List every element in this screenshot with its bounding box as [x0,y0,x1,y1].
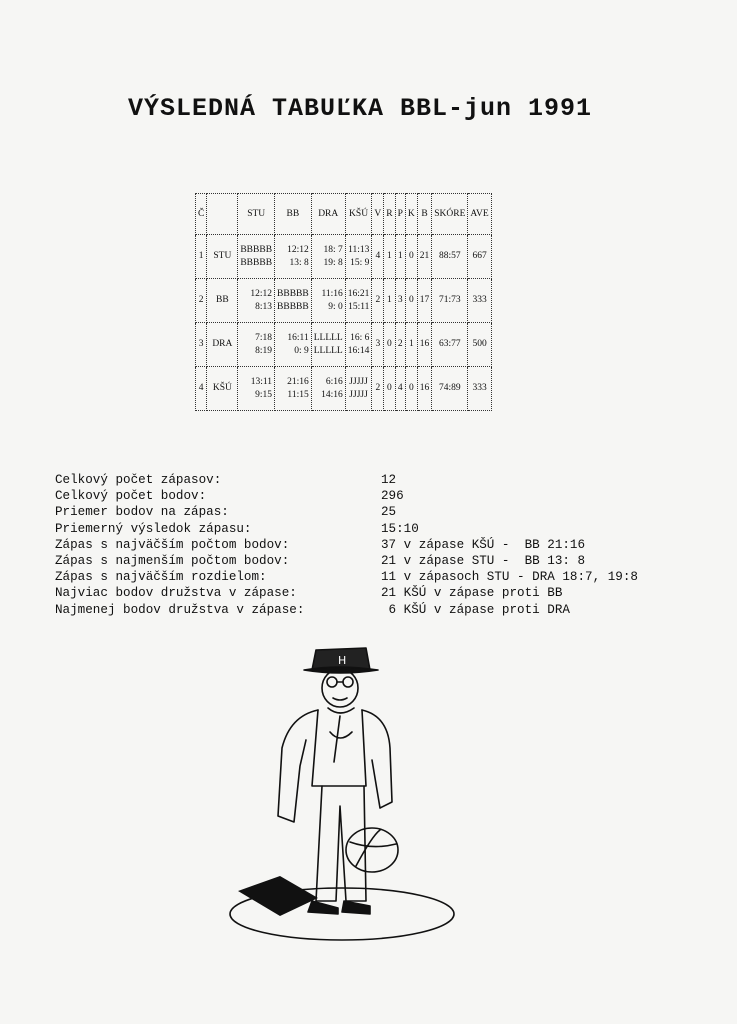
stat-label: Najmenej bodov družstva v zápase: [55,602,305,617]
result-line: 8:19 [255,345,273,356]
stat-label: Zápas s najväčším počtom bodov: [55,537,290,552]
stat-row [55,472,638,488]
team-cell: DRA [207,323,238,367]
result-cell-bb [275,367,312,411]
draws-cell: 1 [384,279,395,323]
result-line: 6:16 [325,376,343,387]
stat-row [55,488,638,504]
header-p: P [395,194,405,235]
results-table [195,193,492,411]
legs [316,786,366,901]
cap-letter: H [338,654,347,667]
result-cell-ksu [345,279,372,323]
points-cell: 16 [417,367,432,411]
team-cell: KŠÚ [207,367,238,411]
stat-value: 296 [381,489,404,504]
rank-cell: 1 [196,235,207,279]
result-line: BBBBB [240,257,273,268]
header-r: R [384,194,395,235]
stat-value: 12 [381,473,397,487]
stat-row [55,521,638,537]
losses-cell: 4 [395,367,405,411]
result-cell-stu [238,367,275,411]
result-line: 16:14 [347,345,370,356]
team-cell: STU [207,235,238,279]
result-line: BBBBB [277,288,309,299]
stat-row [55,553,638,569]
basketball-icon [346,828,398,872]
result-line: 9: 0 [328,301,343,312]
result-cell-bb [275,323,312,367]
page-title: VÝSLEDNÁ TABUĽKA BBL-jun 1991 [127,94,593,123]
result-line: 16:21 [347,288,370,299]
stat-value: 11 v zápasoch STU - DRA 18:7, 19:8 [381,570,638,585]
result-cell-dra [311,279,345,323]
stat-row [55,537,638,553]
stat-value: 6 KŠÚ v zápase proti DRA [381,602,570,617]
draws-cell: 0 [384,367,395,411]
result-cell-dra [311,235,345,279]
result-cell-stu [238,235,275,279]
rank-cell: 3 [196,323,207,367]
stat-label: Najviac bodov družstva v zápase: [55,586,297,601]
header-bb: BB [275,194,312,235]
header-dra: DRA [311,194,345,235]
header-rank: Č [196,194,207,235]
result-line: 14:16 [321,389,343,400]
result-cell-ksu [345,367,372,411]
stat-label: Celkový počet zápasov: [55,473,222,487]
header-ave: AVE [468,194,491,235]
table-row [196,323,492,367]
result-cell-bb [275,279,312,323]
stat-label: Celkový počet bodov: [55,489,207,504]
result-line: BBBBB [240,244,273,255]
result-line: 16: 6 [350,332,370,343]
header-v: V [372,194,384,235]
wins-cell: 2 [372,279,384,323]
result-line: 13: 8 [289,257,309,268]
result-line: 12:12 [287,244,309,255]
ave-cell: 667 [468,235,491,279]
result-cell-ksu [345,323,372,367]
result-line: 12:12 [250,288,273,299]
ave-cell: 333 [468,367,491,411]
result-line: 15: 9 [350,257,370,268]
points-cell: 21 [417,235,432,279]
stat-row [55,602,638,618]
stat-value: 15:10 [381,521,419,536]
points-cell: 17 [417,279,432,323]
result-cell-stu [238,279,275,323]
result-line: 11:16 [321,288,343,299]
header-score: SKÓRE [432,194,468,235]
result-line: 0: 9 [294,345,309,356]
result-line: 11:13 [348,244,370,255]
losses-cell: 1 [395,235,405,279]
result-line: 8:13 [255,301,273,312]
stat-label: Priemer bodov na zápas: [55,505,229,520]
shadow-shape [238,876,318,916]
header-k: K [405,194,417,235]
points-cell: 16 [417,323,432,367]
wins-cell: 2 [372,367,384,411]
score-cell: 88:57 [432,235,468,279]
stat-value: 21 KŠÚ v zápase proti BB [381,586,563,601]
result-line: 16:11 [287,332,309,343]
result-cell-dra [311,367,345,411]
right-arm [362,710,392,808]
basketball-player-sketch [220,636,470,946]
result-line: 7:18 [255,332,273,343]
result-line: 15:11 [348,301,370,312]
ave-cell: 500 [468,323,491,367]
result-cell-dra [311,323,345,367]
stat-value: 37 v zápase KŠÚ - BB 21:16 [381,537,586,552]
score-cell: 63:77 [432,323,468,367]
k-cell: 0 [405,235,417,279]
losses-cell: 2 [395,323,405,367]
k-cell: 0 [405,367,417,411]
wins-cell: 3 [372,323,384,367]
k-cell: 0 [405,279,417,323]
stat-value: 21 v zápase STU - BB 13: 8 [381,554,586,569]
draws-cell: 0 [384,323,395,367]
header-ksu: KŠÚ [345,194,372,235]
result-line: 13:11 [250,376,273,387]
result-line: BBBBB [277,301,309,312]
draws-cell: 1 [384,235,395,279]
table-row [196,367,492,411]
stat-label: Priemerný výsledok zápasu: [55,521,252,536]
result-line: JJJJJ [349,376,368,387]
result-line: 11:15 [287,389,309,400]
stat-value: 25 [381,505,397,520]
result-line: JJJJJ [349,389,368,400]
result-cell-ksu [345,235,372,279]
header-team [207,194,238,235]
result-cell-bb [275,235,312,279]
statistics-list [55,472,638,618]
losses-cell: 3 [395,279,405,323]
stat-row [55,569,638,585]
result-line: LLLLL [313,332,343,343]
header-b: B [417,194,432,235]
table-row [196,235,492,279]
wins-cell: 4 [372,235,384,279]
ave-cell: 333 [468,279,491,323]
k-cell: 1 [405,323,417,367]
score-cell: 71:73 [432,279,468,323]
table-row [196,279,492,323]
score-cell: 74:89 [432,367,468,411]
stat-label: Zápas s najväčším rozdielom: [55,570,267,585]
stat-label: Zápas s najmenším počtom bodov: [55,554,290,569]
rank-cell: 2 [196,279,207,323]
result-cell-stu [238,323,275,367]
result-line: 19: 8 [323,257,343,268]
result-line: 18: 7 [323,244,343,255]
head [322,669,358,707]
stat-row [55,504,638,520]
result-line: 21:16 [287,376,309,387]
stat-row [55,585,638,601]
header-stu: STU [238,194,275,235]
result-line: 9:15 [255,389,273,400]
left-arm [278,710,318,822]
team-cell: BB [207,279,238,323]
result-line: LLLLL [313,345,343,356]
rank-cell: 4 [196,367,207,411]
table-header-row [196,194,492,235]
